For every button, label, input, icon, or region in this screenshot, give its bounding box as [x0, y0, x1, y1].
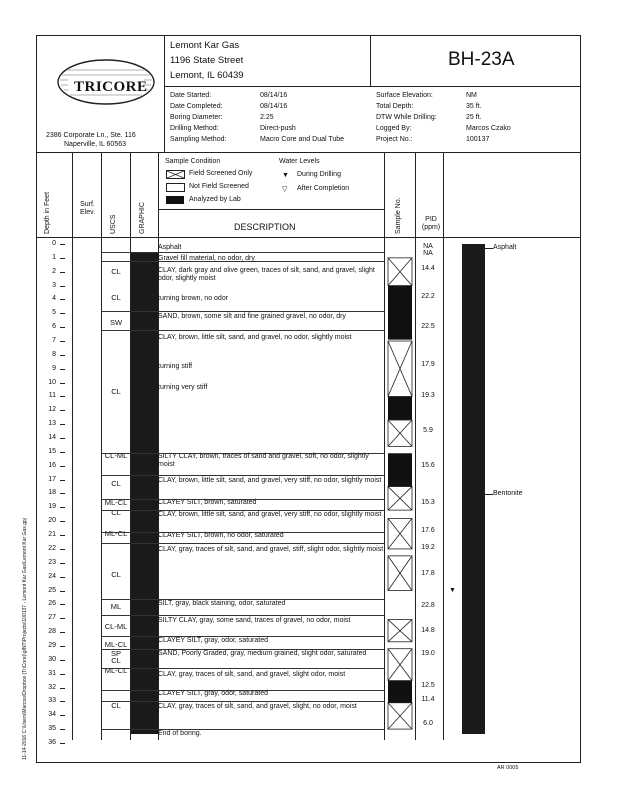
layer-description: CLAYEY SILT, brown, no odor, saturated — [158, 532, 284, 540]
column-sample-no: Sample No. — [395, 197, 402, 234]
depth-tick-label: 26 — [48, 600, 56, 608]
layer-description: turning stiff — [158, 362, 193, 370]
depth-tick-label: 22 — [48, 544, 56, 552]
depth-tick-mark — [60, 286, 65, 287]
uscs-label: CL — [111, 570, 121, 580]
water-during-drilling-icon: ▼ — [282, 172, 289, 179]
depth-tick-mark — [60, 507, 65, 508]
water-level-marker-icon: ▼ — [449, 587, 456, 594]
depth-tick-label: 8 — [52, 350, 56, 358]
depth-tick-label: 35 — [48, 725, 56, 733]
depth-tick-label: 7 — [52, 337, 56, 345]
well-bentonite-label: Bentonite — [493, 490, 523, 497]
depth-tick-label: 9 — [52, 364, 56, 372]
footer-code: AR 0005 — [497, 765, 519, 771]
depth-tick-label: 36 — [48, 738, 56, 746]
info-value: 08/14/16 — [260, 103, 288, 110]
field-screened-sample — [388, 487, 412, 511]
depth-tick-mark — [60, 604, 65, 605]
layer-boundary — [101, 649, 384, 650]
depth-tick-mark — [60, 244, 65, 245]
layer-description: CLAY, brown, little silt, sand, and gravel, very stiff, no odor, slightly moist — [158, 476, 382, 484]
layer-boundary — [101, 599, 384, 600]
info-value: NM — [466, 92, 477, 99]
depth-tick-mark — [60, 715, 65, 716]
pid-reading: 17.8 — [421, 569, 435, 577]
pid-reading: 17.6 — [421, 526, 435, 534]
depth-tick-mark — [60, 632, 65, 633]
depth-tick-mark — [60, 438, 65, 439]
depth-tick-mark — [60, 674, 65, 675]
info-label: Surface Elevation: — [376, 92, 433, 99]
column-description: DESCRIPTION — [234, 222, 296, 232]
depth-tick-label: 4 — [52, 295, 56, 303]
layer-description: Gravel fill material, no odor, dry — [158, 254, 255, 262]
layer-description: SAND, brown, some silt and fine grained gravel, no odor, dry — [158, 313, 346, 321]
depth-tick-label: 29 — [48, 641, 56, 649]
depth-tick-label: 13 — [48, 420, 56, 428]
layer-description: SILTY CLAY, gray, some sand, traces of gravel, no odor, moist — [158, 616, 351, 624]
project-client: Lemont Kar Gas — [170, 40, 240, 51]
well-casing — [462, 244, 485, 734]
depth-tick-mark — [60, 591, 65, 592]
info-label: Boring Diameter: — [170, 114, 223, 121]
info-label: Sampling Method: — [170, 136, 227, 143]
depth-tick-mark — [60, 646, 65, 647]
depth-tick-label: 32 — [48, 683, 56, 691]
pid-reading: 14.4 — [421, 264, 435, 272]
uscs-label: CL — [111, 387, 121, 397]
depth-tick-label: 24 — [48, 572, 56, 580]
well-asphalt-label: Asphalt — [493, 244, 517, 251]
info-label: Total Depth: — [376, 103, 414, 110]
pid-reading: 14.8 — [421, 626, 435, 634]
layer-boundary — [101, 543, 384, 544]
depth-tick-label: 14 — [48, 434, 56, 442]
uscs-label: ML-CL — [104, 528, 128, 538]
pid-reading: 15.6 — [421, 461, 435, 469]
pid-reading: 6.0 — [423, 719, 433, 727]
water-after-completion-icon: ▽ — [282, 186, 288, 193]
pid-reading: NA — [423, 242, 433, 250]
legend-lab-swatch — [166, 196, 184, 204]
depth-tick-mark — [60, 563, 65, 564]
depth-tick-label: 1 — [52, 253, 56, 261]
layer-boundary — [101, 690, 384, 691]
depth-tick-mark — [60, 424, 65, 425]
legend-not-screened-label: Not Field Screened — [189, 183, 249, 190]
depth-tick-mark — [60, 549, 65, 550]
layer-description: Asphalt — [158, 243, 182, 251]
uscs-label: CL — [111, 700, 121, 710]
uscs-label: CL — [111, 478, 121, 488]
legend-water-title: Water Levels — [279, 158, 320, 165]
info-label: Date Started: — [170, 92, 212, 99]
layer-description: turning brown, no odor — [158, 295, 229, 303]
depth-tick-mark — [60, 355, 65, 356]
depth-tick-label: 31 — [48, 669, 56, 677]
sample-column — [386, 244, 414, 740]
layer-description: CLAY, gray, traces of silt, sand, and gravel, slight odor, moist — [158, 670, 346, 678]
column-surf-elev: Surf. Elev. — [79, 201, 96, 216]
depth-tick-mark — [60, 535, 65, 536]
legend-not-screened-swatch — [166, 183, 185, 192]
layer-description: SILT, gray, black staining, odor, saturated — [158, 599, 286, 607]
column-uscs: USCS — [110, 214, 117, 234]
layer-boundary — [101, 510, 384, 511]
company-address-line2: Naperville, IL 60563 — [64, 141, 127, 148]
uscs-label: CL — [111, 656, 121, 666]
layer-boundary — [101, 668, 384, 669]
info-value: 35 ft. — [466, 103, 482, 110]
logo-text: TRICORE — [74, 79, 148, 95]
layer-description: CLAY, gray, traces of silt, sand, and gravel, slight, no odor, moist — [158, 702, 357, 710]
layer-boundary — [101, 532, 384, 533]
pid-reading: 22.5 — [421, 323, 435, 331]
field-screened-sample — [388, 341, 412, 396]
layer-boundary — [101, 636, 384, 637]
info-value: Direct-push — [260, 125, 296, 132]
company-address-line1: 2386 Corporate Ln., Ste. 116 — [46, 132, 136, 139]
depth-tick-mark — [60, 396, 65, 397]
uscs-label: SW — [109, 318, 123, 327]
layer-description: turning very stiff — [158, 383, 208, 391]
legend-field-screened-swatch — [166, 170, 185, 179]
pid-reading: 22.8 — [421, 601, 435, 609]
depth-tick-mark — [60, 313, 65, 314]
depth-tick-label: 5 — [52, 309, 56, 317]
depth-tick-mark — [60, 466, 65, 467]
layer-boundary — [101, 701, 384, 702]
uscs-label: ML-CL — [104, 639, 128, 649]
depth-tick-mark — [60, 688, 65, 689]
depth-tick-label: 21 — [48, 531, 56, 539]
depth-tick-label: 25 — [48, 586, 56, 594]
pid-column — [416, 244, 442, 740]
layer-boundary — [101, 615, 384, 616]
depth-tick-label: 15 — [48, 447, 56, 455]
pid-reading: 19.2 — [421, 543, 435, 551]
layer-description: CLAYEY SILT, gray, odor, saturated — [158, 637, 268, 645]
boring-id: BH-23A — [448, 49, 515, 70]
depth-tick-mark — [60, 577, 65, 578]
depth-tick-label: 27 — [48, 614, 56, 622]
depth-tick-mark — [60, 272, 65, 273]
info-value: 100137 — [466, 136, 490, 143]
info-label: Date Completed: — [170, 103, 223, 110]
depth-tick-mark — [60, 299, 65, 300]
depth-tick-mark — [60, 383, 65, 384]
pid-reading: 19.3 — [421, 392, 435, 400]
layer-description: CLAYEY SILT, gray, odor, saturated — [158, 690, 268, 698]
depth-tick-mark — [60, 327, 65, 328]
depth-tick-label: 2 — [52, 267, 56, 275]
depth-tick-label: 16 — [48, 461, 56, 469]
depth-tick-label: 33 — [48, 697, 56, 705]
graphic-column — [131, 244, 158, 734]
company-logo — [44, 40, 162, 140]
field-screened-sample — [388, 649, 412, 681]
depth-tick-label: 11 — [48, 392, 56, 400]
depth-tick-label: 18 — [48, 489, 56, 497]
uscs-label: ML-CL — [104, 498, 128, 508]
depth-tick-label: 10 — [48, 378, 56, 386]
layer-description: CLAY, brown, little silt, sand, and gravel, no odor, slightly moist — [158, 333, 352, 341]
lab-sample-interval — [388, 286, 412, 340]
lab-sample-interval — [388, 681, 412, 703]
column-graphic: GRAPHIC — [139, 202, 146, 234]
legend-sample-title: Sample Condition — [165, 158, 221, 165]
field-screened-sample — [388, 620, 412, 642]
column-depth: Depth in Feet — [44, 191, 51, 234]
depth-tick-label: 28 — [48, 628, 56, 636]
info-label: DTW While Drilling: — [376, 114, 437, 121]
uscs-label: CL — [111, 507, 121, 517]
depth-tick-label: 30 — [48, 655, 56, 663]
uscs-label: CL-ML — [104, 451, 128, 461]
pid-reading: NA — [423, 249, 433, 257]
layer-description: End of boring. — [158, 730, 202, 738]
depth-tick-mark — [60, 452, 65, 453]
legend-lab-label: Analyzed by Lab — [189, 196, 241, 203]
layer-description: CLAY, dark gray and olive green, traces of silt, sand, and gravel, slight odor, slightly moist — [158, 267, 375, 282]
layer-boundary — [101, 330, 384, 331]
layer-boundary — [101, 729, 384, 730]
uscs-label: CL — [111, 293, 121, 303]
info-value: 25 ft. — [466, 114, 482, 121]
depth-tick-label: 34 — [48, 711, 56, 719]
info-value: Macro Core and Dual Tube — [260, 136, 345, 143]
uscs-column — [101, 244, 131, 740]
pid-reading: 5.9 — [423, 427, 433, 435]
description-column — [158, 244, 384, 740]
depth-tick-mark — [60, 521, 65, 522]
depth-tick-mark — [60, 618, 65, 619]
layer-boundary — [101, 252, 384, 253]
depth-tick-mark — [60, 660, 65, 661]
depth-tick-mark — [60, 410, 65, 411]
uscs-label: ML — [110, 602, 122, 612]
legend-field-screened-label: Field Screened Only — [189, 170, 253, 177]
layer-description: CLAYEY SILT, brown, saturated — [158, 498, 257, 506]
layer-boundary — [101, 311, 384, 312]
info-label: Project No.: — [376, 136, 413, 143]
depth-tick-mark — [60, 701, 65, 702]
field-screened-sample — [388, 556, 412, 591]
layer-description: CLAY, brown, little silt, sand, and gravel, very stiff, no odor, slightly moist — [158, 511, 382, 519]
depth-tick-mark — [60, 258, 65, 259]
depth-tick-mark — [60, 341, 65, 342]
depth-tick-label: 12 — [48, 406, 56, 414]
pid-reading: 11.4 — [421, 695, 435, 703]
info-value: 2.25 — [260, 114, 274, 121]
depth-tick-mark — [60, 729, 65, 730]
layer-boundary — [101, 475, 384, 476]
pid-reading: 15.3 — [421, 499, 435, 507]
depth-tick-mark — [60, 369, 65, 370]
field-screened-sample — [388, 420, 412, 446]
uscs-label: CL-ML — [104, 621, 128, 631]
layer-boundary — [101, 499, 384, 500]
layer-description: CLAY, gray, traces of silt, sand, and gravel, stiff, slight odor, slightly moist — [158, 545, 384, 553]
info-label: Logged By: — [376, 125, 412, 132]
layer-boundary — [101, 261, 384, 262]
field-screened-sample — [388, 258, 412, 286]
legend-during-drilling-label: During Drilling — [297, 171, 341, 178]
depth-tick-label: 20 — [48, 517, 56, 525]
depth-tick-label: 3 — [52, 281, 56, 289]
project-street: 1196 State Street — [170, 55, 244, 66]
depth-tick-label: 0 — [52, 240, 56, 247]
lab-sample-interval — [388, 453, 412, 486]
uscs-label: SP — [110, 649, 121, 659]
legend-after-completion-label: After Completion — [297, 185, 350, 192]
layer-boundary — [101, 453, 384, 454]
depth-tick-mark — [60, 743, 65, 744]
info-value: Marcos Czako — [466, 125, 511, 132]
pid-reading: 22.2 — [421, 292, 435, 300]
depth-tick-mark — [60, 493, 65, 494]
depth-tick-label: 17 — [48, 475, 56, 483]
depth-tick-mark — [60, 480, 65, 481]
depth-tick-label: 19 — [48, 503, 56, 511]
layer-description: SILTY CLAY, brown, traces of sand and gravel, soft, no odor, slightly moist — [158, 453, 369, 468]
column-pid: PID (ppm) — [421, 216, 441, 231]
layer-description: SAND, Poorly Graded, gray, medium grained, slight odor, saturated — [158, 649, 367, 657]
uscs-label: ML-CL — [104, 665, 128, 675]
depth-tick-label: 23 — [48, 558, 56, 566]
field-screened-sample — [388, 518, 412, 548]
field-screened-sample — [388, 703, 412, 729]
project-city: Lemont, IL 60439 — [170, 70, 244, 81]
depth-tick-label: 6 — [52, 323, 56, 331]
lab-sample-interval — [388, 396, 412, 420]
info-value: 08/14/16 — [260, 92, 288, 99]
uscs-label: CL — [111, 266, 121, 276]
file-path-note: 11-14-2016 C:\Users\Marcos\Dropbox (TriCore)\gINT\Projects\100137 - Lemont Kar Gas\Lemont Kar Gas.gpj — [22, 518, 28, 760]
pid-reading: 19.0 — [421, 650, 435, 658]
pid-reading: 12.5 — [421, 682, 435, 690]
info-label: Drilling Method: — [170, 125, 219, 132]
pid-reading: 17.9 — [421, 360, 435, 368]
